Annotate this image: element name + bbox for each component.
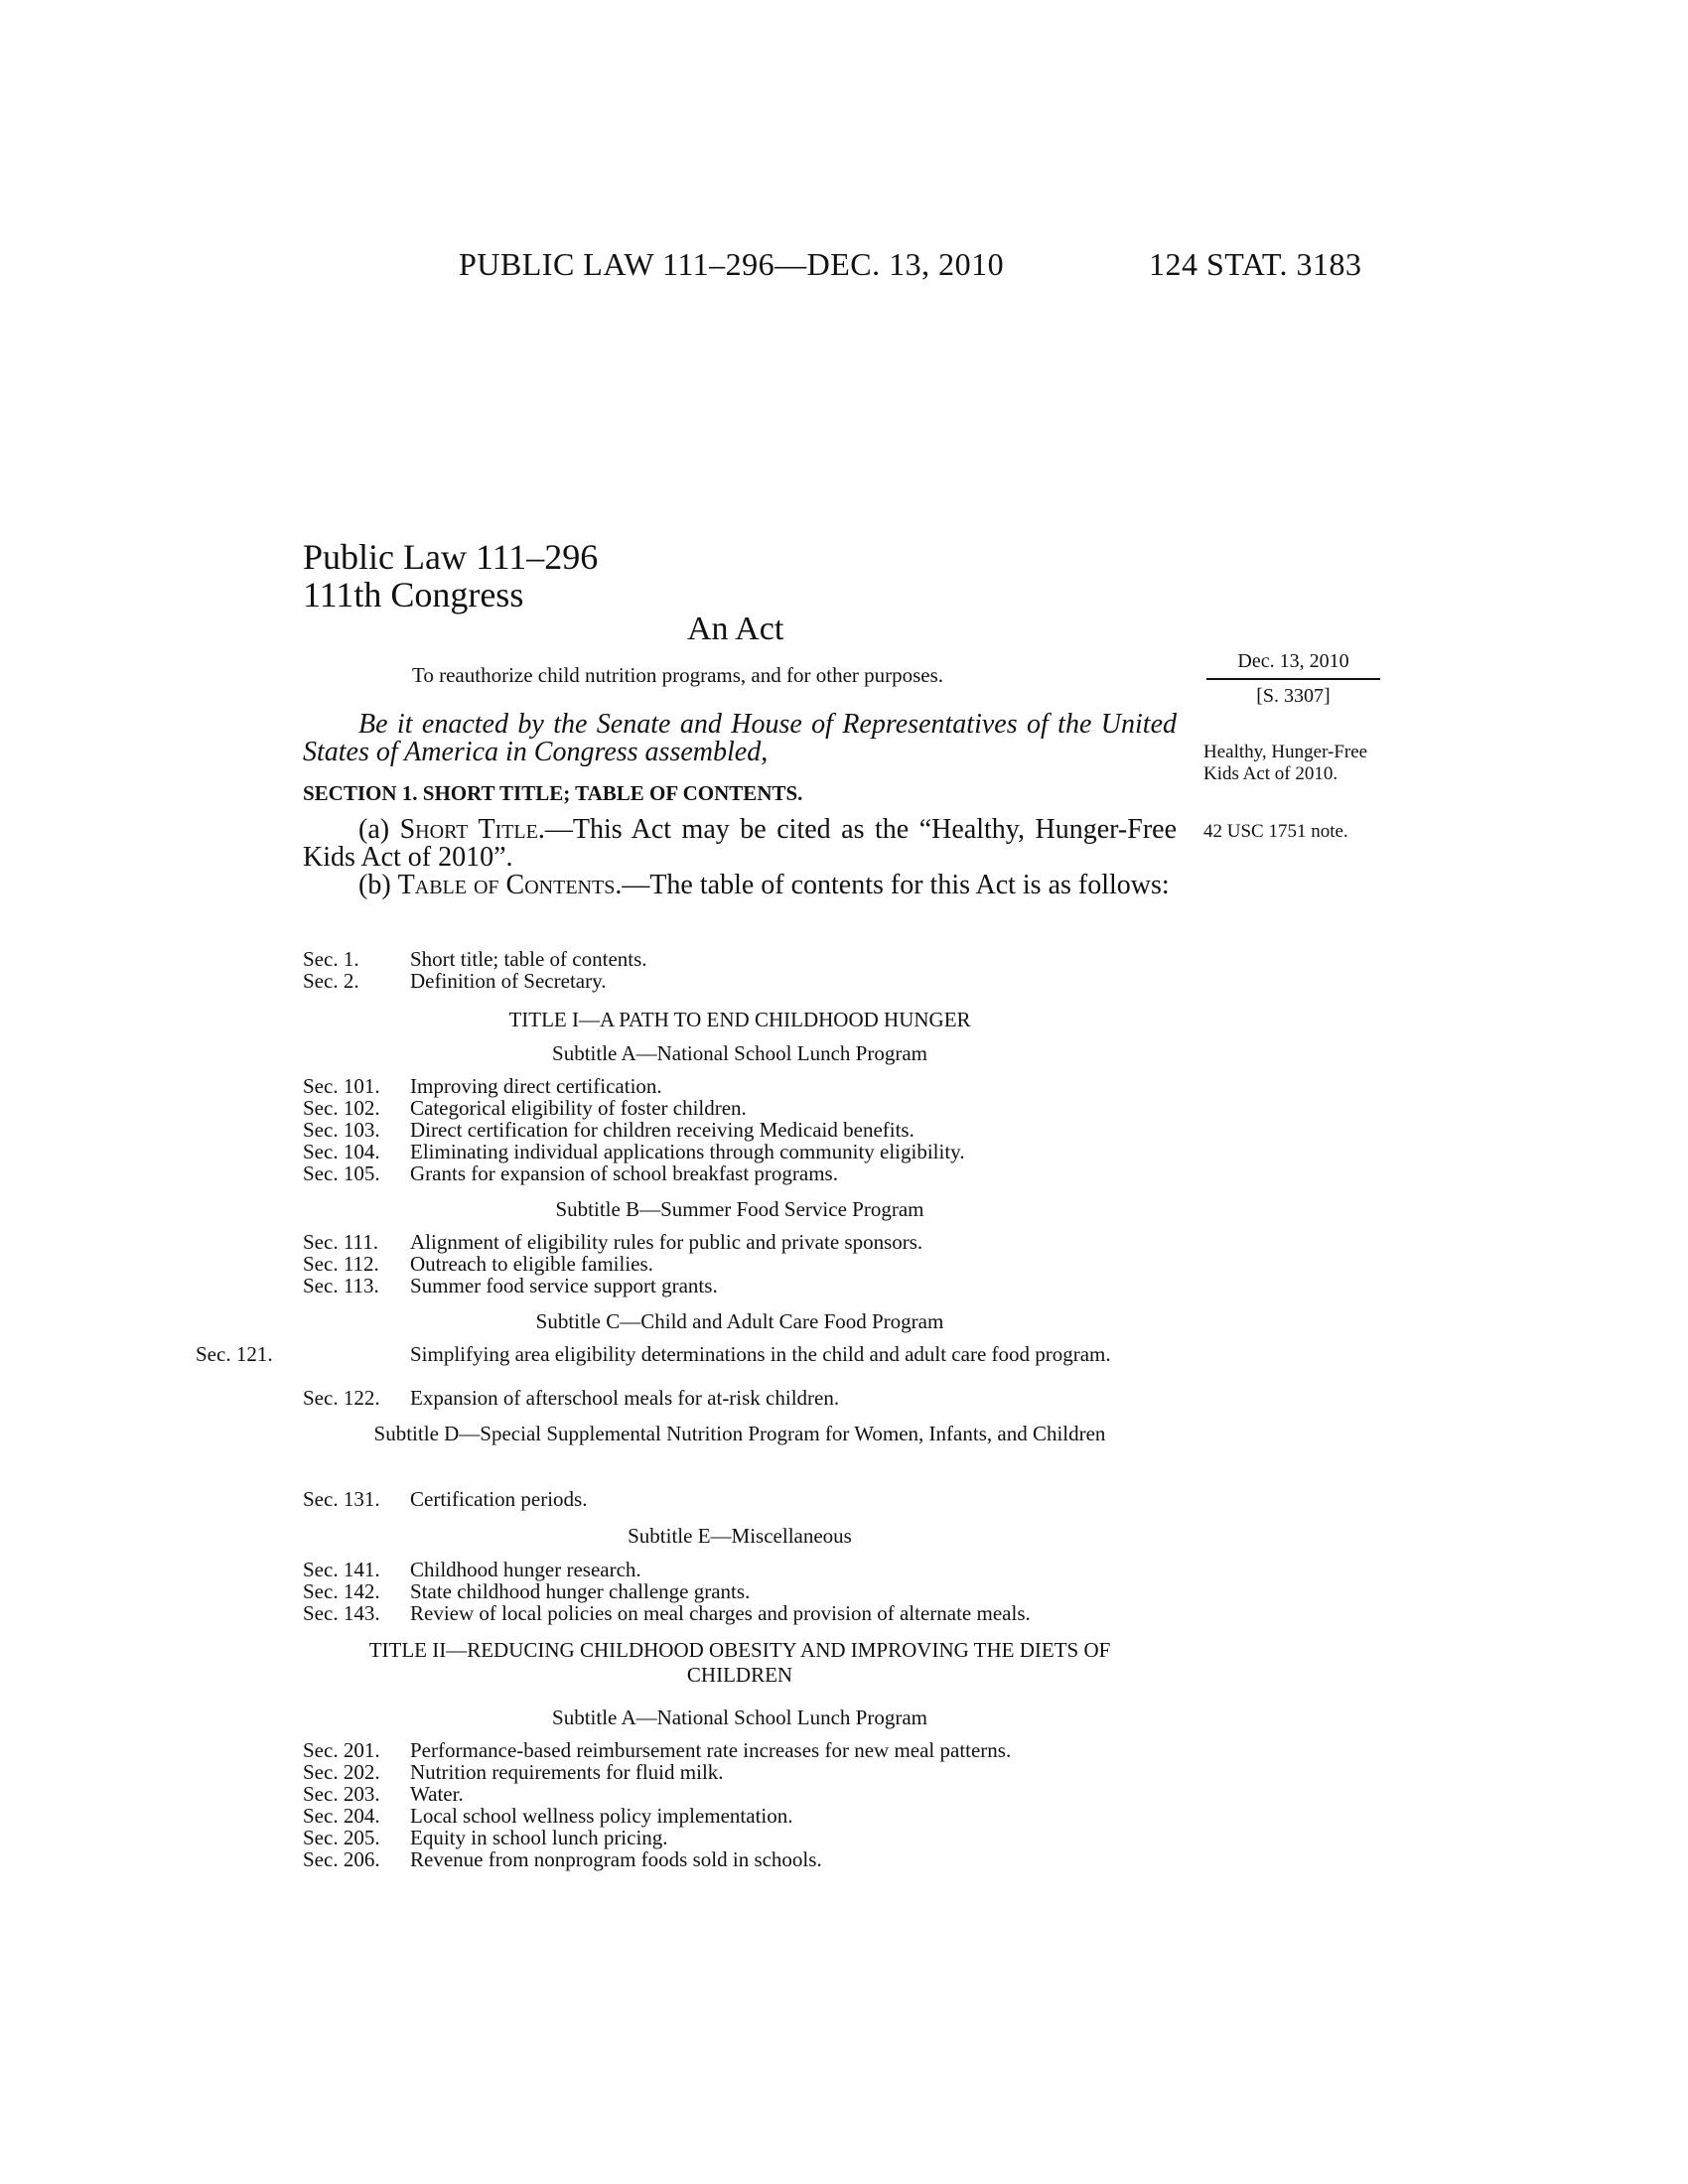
toc-entry-number: Sec. 101. xyxy=(303,1074,380,1098)
congress-label: 111th Congress xyxy=(303,575,524,614)
toc-entry xyxy=(303,1761,724,1783)
toc-entry-text: Nutrition requirements for fluid milk. xyxy=(410,1760,724,1784)
subsection-a-caption: Short Title xyxy=(399,814,538,845)
toc-entry-number: Sec. 206. xyxy=(303,1847,380,1871)
toc-entry-text: Direct certification for children receiving Medicaid benefits. xyxy=(410,1118,914,1142)
margin-usc-note: 42 USC 1751 note. xyxy=(1203,821,1348,842)
toc-entry xyxy=(303,1075,662,1097)
toc-entry xyxy=(303,1488,587,1510)
toc-entry-number: Sec. 205. xyxy=(303,1826,380,1849)
toc-entry xyxy=(303,1848,822,1870)
toc-entry-text: Performance-based reimbursement rate increases for new meal patterns. xyxy=(410,1738,1012,1762)
subsection-b-text: .—The table of contents for this Act is as follows: xyxy=(615,870,1170,900)
toc-entry-number: Sec. 142. xyxy=(303,1579,380,1603)
subsection-b-caption: Table of Contents xyxy=(397,870,616,900)
toc-entry-number: Sec. 201. xyxy=(303,1738,380,1762)
toc-entry-number: Sec. 102. xyxy=(303,1096,380,1120)
toc-entry-text: Childhood hunger research. xyxy=(410,1558,641,1581)
toc-subtitle-heading: Subtitle B—Summer Food Service Program xyxy=(555,1197,924,1221)
toc-entry-text: Revenue from nonprogram foods sold in schools. xyxy=(410,1847,822,1871)
toc-entry-text: Certification periods. xyxy=(410,1487,588,1511)
toc-entry-number: Sec. 2. xyxy=(303,969,359,993)
toc-entry-text: Categorical eligibility of foster children. xyxy=(410,1096,747,1120)
toc-entry xyxy=(303,1253,653,1275)
toc-entry-text: Improving direct certification. xyxy=(410,1074,662,1098)
toc-entry xyxy=(303,1231,922,1253)
toc-title-heading: TITLE II—REDUCING CHILDHOOD OBESITY AND IMPROVING THE DIETS OF CHILDREN xyxy=(368,1638,1111,1687)
toc-entry-text: Definition of Secretary. xyxy=(410,969,607,993)
act-heading: An Act xyxy=(687,611,784,647)
toc-entry-number: Sec. 131. xyxy=(303,1487,380,1511)
subsection-a-short-title xyxy=(303,816,1177,872)
toc-entry xyxy=(303,948,647,970)
toc-entry-number: Sec. 1. xyxy=(303,947,359,971)
toc-subtitle-heading: Subtitle A—National School Lunch Program xyxy=(552,1041,927,1065)
toc-entry-number: Sec. 105. xyxy=(303,1161,380,1185)
toc-entry xyxy=(303,1580,750,1602)
running-header-left: PUBLIC LAW 111–296—DEC. 13, 2010 xyxy=(459,246,1005,282)
toc-subtitle-heading: Subtitle A—National School Lunch Program xyxy=(552,1706,927,1729)
toc-entry xyxy=(303,1119,914,1141)
margin-enactment-date: Dec. 13, 2010 xyxy=(1206,650,1380,680)
toc-entry-text: State childhood hunger challenge grants. xyxy=(410,1579,751,1603)
enacting-clause: Be it enacted by the Senate and House of Representatives of the United States of America in Congress assembled, xyxy=(303,709,1177,767)
toc-subtitle-heading: Subtitle D—Special Supplemental Nutrition Program for Women, Infants, and Children xyxy=(373,1422,1106,1445)
subsection-b-label: (b) xyxy=(358,870,391,900)
toc-entry-number: Sec. 104. xyxy=(303,1140,380,1163)
toc-entry-text: Local school wellness policy implementation. xyxy=(410,1804,793,1828)
toc-entry-number: Sec. 103. xyxy=(303,1118,380,1142)
toc-entry-number: Sec. 112. xyxy=(303,1252,379,1276)
toc-entry xyxy=(303,1097,747,1119)
margin-short-title-note: Healthy, Hunger-Free Kids Act of 2010. xyxy=(1203,742,1368,784)
toc-entry xyxy=(303,1783,464,1805)
running-header-page: 124 STAT. 3183 xyxy=(1149,246,1362,282)
toc-entry-number: Sec. 143. xyxy=(303,1601,380,1625)
toc-entry-text: Short title; table of contents. xyxy=(410,947,647,971)
section-1-heading: SECTION 1. SHORT TITLE; TABLE OF CONTENTS. xyxy=(303,781,803,805)
subsection-a-text: .—This Act may be cited as the “Healthy, Hunger-Free Kids Act of 2010”. xyxy=(303,814,1177,873)
toc-entry xyxy=(303,1162,838,1184)
toc-entry-number: Sec. 202. xyxy=(303,1760,380,1784)
toc-entry xyxy=(303,1141,965,1162)
toc-entry-number: Sec. 122. xyxy=(303,1386,380,1410)
toc-entry-number: Sec. 203. xyxy=(303,1782,380,1806)
toc-entry-number: Sec. 204. xyxy=(303,1804,380,1828)
toc-title-heading: TITLE I—A PATH TO END CHILDHOOD HUNGER xyxy=(508,1008,971,1031)
toc-entry-text: Expansion of afterschool meals for at-risk children. xyxy=(410,1386,840,1410)
toc-entry-text: Grants for expansion of school breakfast programs. xyxy=(410,1161,838,1185)
toc-entry-number: Sec. 111. xyxy=(303,1230,379,1254)
toc-entry xyxy=(303,1805,793,1827)
toc-entry-text: Review of local policies on meal charges and provision of alternate meals. xyxy=(410,1601,1031,1625)
toc-entry-number: Sec. 121. xyxy=(196,1342,273,1366)
toc-entry-text: Alignment of eligibility rules for public and private sponsors. xyxy=(410,1230,923,1254)
toc-subtitle-heading: Subtitle C—Child and Adult Care Food Program xyxy=(535,1309,944,1333)
toc-entry-number: Sec. 113. xyxy=(303,1274,379,1297)
toc-entry-text: Eliminating individual applications through community eligibility. xyxy=(410,1140,965,1163)
toc-entry xyxy=(303,1387,839,1409)
act-purpose: To reauthorize child nutrition programs, and for other purposes. xyxy=(412,663,944,687)
toc-entry-text: Outreach to eligible families. xyxy=(410,1252,653,1276)
subsection-b-table-of-contents xyxy=(303,872,1177,899)
subsection-a-label: (a) xyxy=(358,814,390,845)
toc-entry xyxy=(303,1275,718,1297)
toc-subtitle-heading: Subtitle E—Miscellaneous xyxy=(628,1524,852,1548)
toc-entry xyxy=(303,1602,1031,1624)
toc-entry xyxy=(303,970,606,992)
margin-bill-number: [S. 3307] xyxy=(1256,685,1331,707)
toc-entry xyxy=(303,1559,641,1580)
toc-entry-number: Sec. 141. xyxy=(303,1558,380,1581)
toc-entry-text: Equity in school lunch pricing. xyxy=(410,1826,668,1849)
toc-entry xyxy=(196,1342,1177,1366)
public-law-number: Public Law 111–296 xyxy=(303,537,599,577)
toc-entry xyxy=(303,1827,668,1848)
toc-entry-text: Summer food service support grants. xyxy=(410,1274,718,1297)
toc-entry-text: Water. xyxy=(410,1782,464,1806)
toc-entry-text: Simplifying area eligibility determinations in the child and adult care food program. xyxy=(410,1342,1111,1366)
toc-entry xyxy=(303,1739,1011,1761)
